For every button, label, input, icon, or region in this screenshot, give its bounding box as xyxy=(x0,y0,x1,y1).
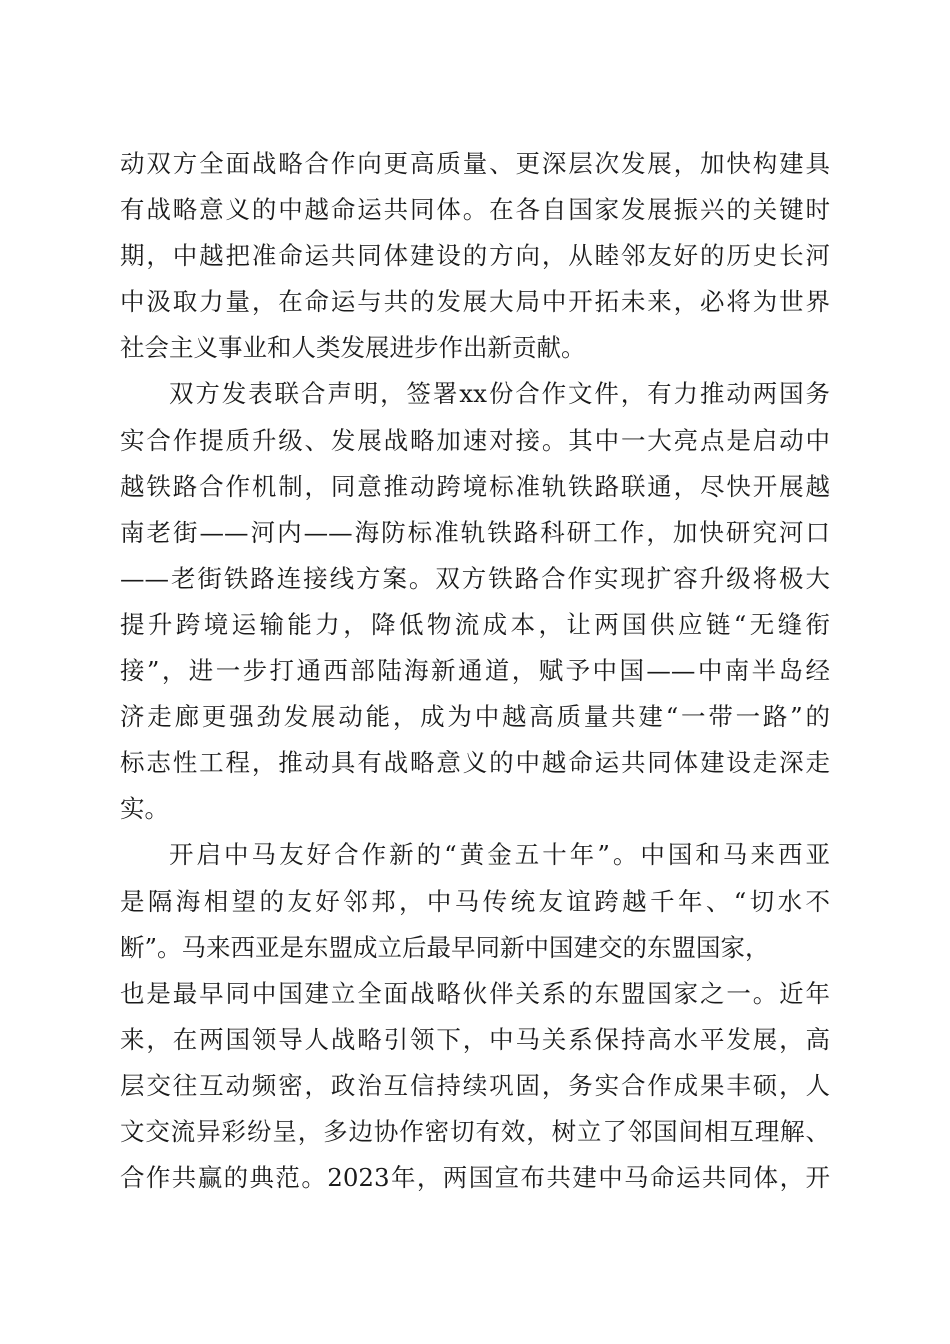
paragraph-3 xyxy=(120,832,830,1201)
text-line: 济走廊更强劲发展动能，成为中越高质量共建“一带一路”的 xyxy=(120,702,830,732)
text-line: 合作共赢的典范。2023年，两国宣布共建中马命运共同体，开 xyxy=(120,1163,830,1193)
text-line: 越铁路合作机制，同意推动跨境标准轨铁路联通，尽快开展越 xyxy=(120,471,830,501)
text-line: 实合作提质升级、发展战略加速对接。其中一大亮点是启动中 xyxy=(120,425,830,455)
text-line: 标志性工程，推动具有战略意义的中越命运共同体建设走深走 xyxy=(120,748,830,778)
paragraph-1 xyxy=(120,141,830,371)
text-line: 双方发表联合声明，签署xx份合作文件，有力推动两国务 xyxy=(169,379,830,409)
text-line: 也是最早同中国建立全面战略伙伴关系的东盟国家之一。近年 xyxy=(120,978,830,1008)
text-line: 断”。马来西亚是东盟成立后最早同新中国建交的东盟国家， xyxy=(120,932,770,962)
document-body xyxy=(120,141,830,1201)
text-line: 接”，进一步打通西部陆海新通道，赋予中国——中南半岛经 xyxy=(120,656,830,686)
text-line: 社会主义事业和人类发展进步作出新贡献。 xyxy=(120,333,586,363)
text-line: 是隔海相望的友好邻邦，中马传统友谊跨越千年、“切水不 xyxy=(120,886,830,916)
text-line: 提升跨境运输能力，降低物流成本，让两国供应链“无缝衔 xyxy=(120,609,830,639)
text-line: 来，在两国领导人战略引领下，中马关系保持高水平发展，高 xyxy=(120,1024,830,1054)
text-line: 中汲取力量，在命运与共的发展大局中开拓未来，必将为世界 xyxy=(120,287,830,317)
text-line: 文交流异彩纷呈，多边协作密切有效，树立了邻国间相互理解、 xyxy=(120,1116,830,1146)
paragraph-2 xyxy=(120,371,830,832)
text-line: 南老街——河内——海防标准轨铁路科研工作，加快研究河口 xyxy=(120,517,830,547)
text-line: 层交往互动频密，政治互信持续巩固，务实合作成果丰硕，人 xyxy=(120,1070,830,1100)
text-line: 动双方全面战略合作向更高质量、更深层次发展，加快构建具 xyxy=(120,149,830,178)
text-line: ——老街铁路连接线方案。双方铁路合作实现扩容升级将极大 xyxy=(120,563,830,593)
text-line: 实。 xyxy=(120,794,169,824)
text-line: 开启中马友好合作新的“黄金五十年”。中国和马来西亚 xyxy=(169,840,830,870)
text-line: 有战略意义的中越命运共同体。在各自国家发展振兴的关键时 xyxy=(120,195,830,225)
text-line: 期，中越把准命运共同体建设的方向，从睦邻友好的历史长河 xyxy=(120,241,830,271)
